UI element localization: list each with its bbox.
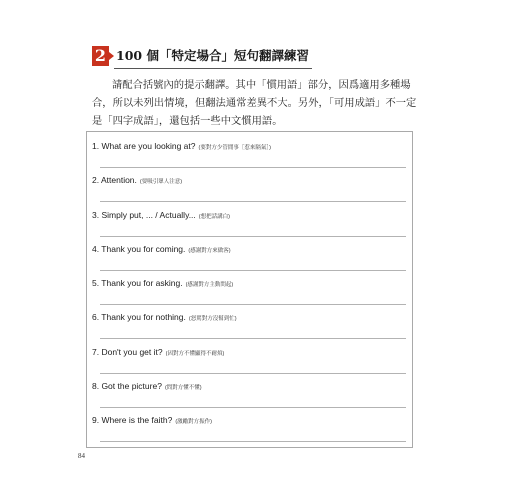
item-sentence: 4. Thank you for coming. [92, 244, 186, 254]
item-hint: (感謝對方主動問起) [185, 282, 234, 288]
item-sentence: 9. Where is the faith? [92, 415, 173, 425]
exercise-item [92, 243, 406, 277]
item-hint: (因對方不懂顯得不耐煩) [165, 351, 225, 357]
item-hint: (問對方懂不懂) [164, 385, 202, 391]
page-number: 84 [78, 452, 85, 460]
answer-line[interactable] [100, 236, 406, 237]
exercise-item [92, 380, 406, 414]
exercise-item [92, 346, 406, 380]
answer-line[interactable] [100, 167, 406, 168]
section-number-badge: 2 [92, 46, 109, 66]
answer-line[interactable] [100, 338, 406, 339]
item-sentence: 8. Got the picture? [92, 381, 162, 391]
instructions-text: 請配合括號內的提示翻譯。其中「慣用語」部分，因爲適用多種場合，所以未列出情境，但翻法通常差異不大。另外，「可用成語」不一定是「四字成語」，還包括一些中文慣用語。 [92, 79, 417, 127]
item-sentence: 3. Simply put, ... / Actually... [92, 210, 196, 220]
exercise-item [92, 311, 406, 345]
instructions [92, 76, 422, 130]
answer-line[interactable] [100, 373, 406, 374]
item-hint: (怒罵對方沒幫到忙) [188, 316, 237, 322]
answer-line[interactable] [100, 270, 406, 271]
section-header [92, 46, 412, 72]
title-underline [114, 68, 312, 69]
item-hint: (想把話講白) [198, 214, 230, 220]
exercise-item [92, 414, 406, 448]
answer-line[interactable] [100, 407, 406, 408]
item-hint: (要對方少管閒事［惹來隔氣］) [198, 145, 271, 151]
item-sentence: 5. Thank you for asking. [92, 278, 183, 288]
item-hint: (要吸引眾人注意) [139, 179, 183, 185]
exercise-item [92, 140, 406, 174]
exercise-item [92, 174, 406, 208]
answer-line[interactable] [100, 441, 406, 442]
item-sentence: 1. What are you looking at? [92, 141, 196, 151]
answer-line[interactable] [100, 304, 406, 305]
exercise-item [92, 209, 406, 243]
item-hint: (感謝對方來做客) [188, 248, 231, 254]
item-sentence: 2. Attention. [92, 175, 137, 185]
item-sentence: 6. Thank you for nothing. [92, 312, 186, 322]
answer-line[interactable] [100, 201, 406, 202]
item-sentence: 7. Don't you get it? [92, 347, 163, 357]
item-hint: (激勵對方振作) [175, 419, 212, 425]
exercise-item [92, 277, 406, 311]
exercise-box [86, 131, 413, 448]
section-title: 100 個「特定場合」短句翻譯練習 [116, 48, 309, 63]
